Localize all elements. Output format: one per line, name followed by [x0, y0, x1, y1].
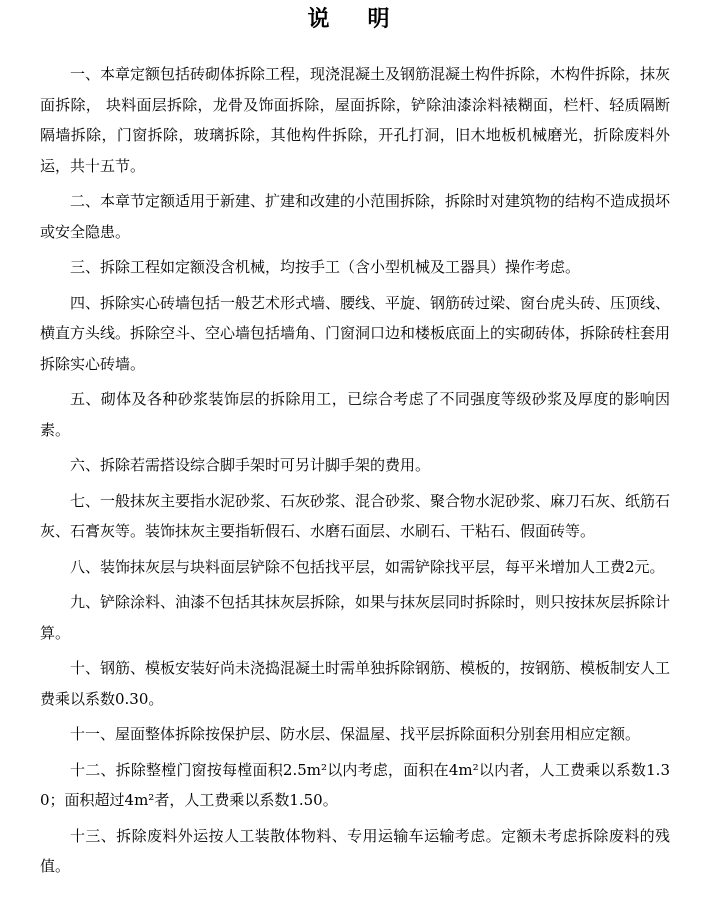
paragraph-13: 十三、拆除废料外运按人工装散体物料、专用运输车运输考虑。定额未考虑拆除废料的残值。: [40, 826, 670, 875]
paragraph-12: 十二、拆除整樘门窗按每樘面积2.5m²以内考虑，面积在4m²以内者，人工费乘以系数1.30；面积超过4m²者，人工费乘以系数1.50。: [40, 760, 670, 809]
paragraph-11: 十一、屋面整体拆除按保护层、防水层、保温屋、找平层拆除面积分别套用相应定额。: [70, 725, 641, 743]
paragraph-8: 八、装饰抹灰层与块料面层铲除不包括找平层，如需铲除找平层，每平米增加人工费2元。: [70, 557, 665, 576]
paragraph-1: 一、本章定额包括砖砌体拆除工程，现浇混凝土及钢筋混凝土构件拆除，木构件拆除，抹灰面拆除， 块料面层拆除，龙骨及饰面拆除，屋面拆除，铲除油漆涂料裱糊面，栏杆、轻质隔断隔墙拆除，门窗拆除，玻璃拆除，其他构件拆除，开孔打洞，旧木地板机械磨光，折除废料外运，共十五节。: [40, 65, 671, 175]
paragraph-2: 二、本章节定额适用于新建、扩建和改建的小范围拆除，拆除时对建筑物的结构不造成损坏或安全隐患。: [40, 192, 671, 241]
paragraph-5: 五、砌体及各种砂浆装饰层的拆除用工，已综合考虑了不同强度等级砂浆及厚度的影响因素。: [40, 390, 670, 439]
document-body: [40, 59, 670, 887]
paragraph-7: 七、一般抹灰主要指水泥砂浆、石灰砂浆、混合砂浆、聚合物水泥砂浆、麻刀石灰、纸筋石灰、石膏灰等。装饰抹灰主要指斩假石、水磨石面层、水刷石、干粘石、假面砖等。: [40, 491, 671, 540]
paragraph-6: 六、拆除若需搭设综合脚手架时可另计脚手架的费用。: [70, 456, 431, 474]
paragraph-9: 九、铲除涂料、油漆不包括其抹灰层拆除，如果与抹灰层同时拆除时，则只按抹灰层拆除计算。: [40, 593, 671, 642]
page-title: 说 明: [307, 7, 398, 32]
paragraph-10: 十、钢筋、模板安装好尚未浇捣混凝土时需单独拆除钢筋、模板的，按钢筋、模板制安人工费乘以系数0.30。: [40, 659, 671, 708]
paragraph-3: 三、拆除工程如定额没含机械，均按手工（含小型机械及工器具）操作考虑。: [70, 258, 581, 276]
paragraph-4: 四、拆除实心砖墙包括一般艺术形式墙、腰线、平旋、钢筋砖过梁、窗台虎头砖、压顶线、横直方头线。拆除空斗、空心墙包括墙角、门窗洞口边和楼板底面上的实砌砖体，拆除砖柱套用拆除实心砖墙。: [40, 293, 671, 373]
